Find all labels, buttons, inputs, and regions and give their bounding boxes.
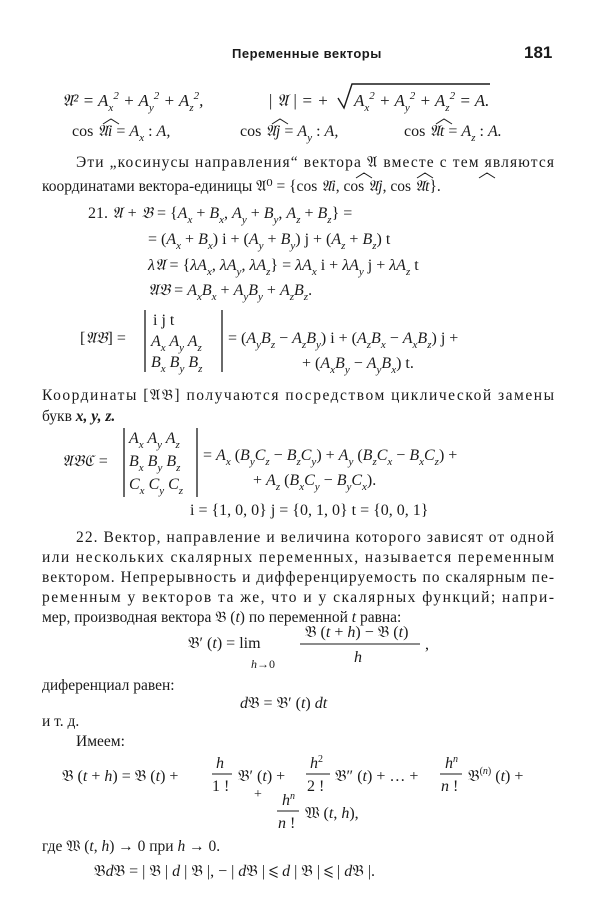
svg-text:𝔅(n) (t) +: 𝔅$^{(n)}$ (t) + <box>468 766 524 785</box>
svg-text:𝔄𝔅ℭ =: 𝔄𝔅ℭ = <box>62 453 109 470</box>
svg-text:2 !: 2 ! <box>307 778 325 795</box>
running-header-title: Переменные векторы <box>232 46 382 61</box>
svg-text:𝔚 (t, h),: 𝔚 (t, h), <box>305 805 359 822</box>
label-etc: и т. д. <box>42 713 80 730</box>
svg-text:hn: $h^n$ <box>282 791 295 809</box>
equation-triple-product <box>62 428 457 497</box>
svg-text:Ax Ay Az: $A_x$ $A_y$ $A_z$ <box>129 430 180 451</box>
paragraph-cyclic <box>42 387 555 425</box>
svg-text:Bx By Bz: $B_x$ $B_y$ $B_z$ <box>151 354 203 375</box>
svg-text:вектором. Непрерывность и дифф: вектором. Непрерывность и дифференцируемость по скалярным пе- <box>42 569 554 586</box>
label-differential: диференциал равен: <box>42 677 175 694</box>
svg-text:или нескольких скалярных перем: или нескольких скалярных переменных, называется переменным <box>42 549 554 566</box>
page-number: 181 <box>524 43 553 62</box>
svg-text:λ𝔄 = {λAx, λAy, λAz} = λAx i: λ𝔄 = {$\lambda A_x$, $\lambda A_y$, $\lambda A_z\} = \lambda A_x$ $i + \lambda A_y$ $j + \lambda A_z$ t <box>148 257 419 278</box>
svg-text:ременным у векторов та же, что: ременным у векторов та же, что и у скалярных функций; напри- <box>42 589 554 606</box>
svg-text:cos 𝔄t = Az : A.: cos 𝔄t = $A_z$ : A. <box>404 123 502 144</box>
equation-magnitude <box>62 84 490 114</box>
equation-derivative <box>188 624 429 671</box>
svg-text:i j t: i j t <box>153 312 175 329</box>
equation-cosines <box>72 119 502 144</box>
svg-text:h: h <box>354 649 362 666</box>
svg-text:n !: n ! <box>441 778 459 795</box>
svg-text:22. Вектор, направление и вели: 22. Вектор, направление и величина которого зависят от одной <box>76 529 554 546</box>
equation-last: 𝔅d𝔅 = | 𝔅 | d | 𝔅 |, − | d𝔅 | ⩽ d | 𝔅 | ⩽ | d𝔅 |. <box>94 863 376 880</box>
svg-text:1 !: 1 ! <box>212 778 230 795</box>
svg-text:+ Az (BxCy − ByCx).: + $A_z$ $(B_xC_y - B_yC_x)$. <box>253 472 377 493</box>
paragraph-cosines <box>42 154 554 195</box>
svg-text:+: + <box>254 787 262 802</box>
svg-text:букв x, y, z.: букв x, y, z. <box>42 408 116 425</box>
label-where: где 𝔚 (t, h) → 0 при h → 0. <box>42 838 221 855</box>
svg-text:𝔄𝔅 = AxBx + AyBy + AzBz.: 𝔄𝔅 = $A_xB_x + A_yB_y + A_zB_z$. <box>148 282 313 303</box>
equation-unit-vectors: i = {1, 0, 0} j = {0, 1, 0} t = {0, 0, 1} <box>190 502 429 519</box>
svg-text:𝔅 (t + h) − 𝔅 (t): 𝔅 (t + h) − 𝔅 (t) <box>305 624 409 641</box>
svg-text:Cx Cy Cz: $C_x$ $C_y$ $C_z$ <box>129 476 184 497</box>
svg-text:= (AyBz − AzBy) i + (AzBx − Ax: = $(A_yB_z - A_zB_y) i + (A_zB_x - A_xB_z) j$ + <box>228 330 459 351</box>
svg-text:= Ax (ByCz − BzCy) + Ay (BzCx: = $A_x$ $(B_yC_z - B_zC_y) + A_y$ $(B_zC_x - B_xC_z)$ + <box>203 447 458 468</box>
svg-text:hn: $h^n$ <box>445 754 458 772</box>
svg-text:Ax2 + Ay2 + Az2 = A.: $A_x^2 + A_y^2 + A_z^2 = A$. <box>354 90 490 114</box>
svg-text:21. 𝔄 + 𝔅 = {Ax + Bx, Ay + B: 21. 𝔄 + 𝔅 = {$A_x + B_x$, $A_y + B_y$, $A_z + B_z$} = <box>88 205 353 226</box>
svg-text:h→0: h→0 <box>251 657 275 671</box>
equation-cross-product <box>80 310 458 376</box>
svg-text:мер, производная вектора 𝔅 (t: мер, производная вектора 𝔅 (t) по переменной t равна: <box>42 609 402 626</box>
svg-text:[𝔄𝔅] =: [𝔄𝔅] = <box>80 330 126 347</box>
equation-21 <box>88 205 419 303</box>
svg-text:Bx By Bz: $B_x$ $B_y$ $B_z$ <box>129 453 181 474</box>
svg-text:| 𝔄 | = +: | 𝔄 | = + <box>268 91 329 110</box>
svg-text:𝔅′ (t) = lim: 𝔅′ (t) = lim <box>188 635 261 652</box>
svg-text:𝔅′ (t) +: 𝔅′ (t) + <box>238 768 286 785</box>
equation-taylor <box>62 754 523 832</box>
svg-text:n !: n ! <box>278 815 296 832</box>
svg-text:h2: $h^2$ <box>310 754 323 772</box>
svg-text:𝔄² = Ax2 + Ay2 + Az2,: 𝔄² = $A_x^2 + A_y^2 + A_z^2$, <box>62 90 204 114</box>
svg-text:,: , <box>425 636 429 653</box>
label-imeem: Имеем: <box>76 733 125 750</box>
svg-text:cos 𝔄i = Ax : A,: cos 𝔄i = $A_x$ : A, <box>72 123 171 144</box>
equation-differential: d𝔅 = 𝔅′ (t) dt <box>240 695 328 712</box>
svg-text:Ax Ay Az: $A_x$ $A_y$ $A_z$ <box>151 333 202 354</box>
svg-text:Координаты [𝔄𝔅] получаются п: Координаты [𝔄𝔅] получаются посредством циклической замены <box>42 387 554 404</box>
svg-text:координатами вектора-единицы �: координатами вектора-единицы 𝔄⁰ = {cos 𝔄i, cos 𝔄j, cos 𝔄t}. <box>42 178 441 195</box>
svg-text:𝔅″ (t) + … +: 𝔅″ (t) + … + <box>335 768 419 785</box>
paragraph-22 <box>42 529 554 626</box>
svg-text:h: h <box>216 755 224 772</box>
svg-text:Эти „косинусы направления“ век: Эти „косинусы направления“ вектора 𝔄 вместе с тем являются <box>76 154 554 171</box>
svg-text:𝔅 (t + h) = 𝔅 (t) +: 𝔅 (t + h) = 𝔅 (t) + <box>62 768 179 785</box>
svg-text:+ (AxBy − AyBx) t.: + $(A_xB_y - A_yB_x)$ t. <box>302 355 414 376</box>
svg-text:= (Ax + Bx) i + (Ay + By) j +: = $(A_x + B_x) i + (A_y + B_y) j + (A_z + B_z)$ t <box>148 231 391 252</box>
svg-text:cos 𝔄j = Ay : A,: cos 𝔄j = $A_y$ : A, <box>240 123 339 144</box>
